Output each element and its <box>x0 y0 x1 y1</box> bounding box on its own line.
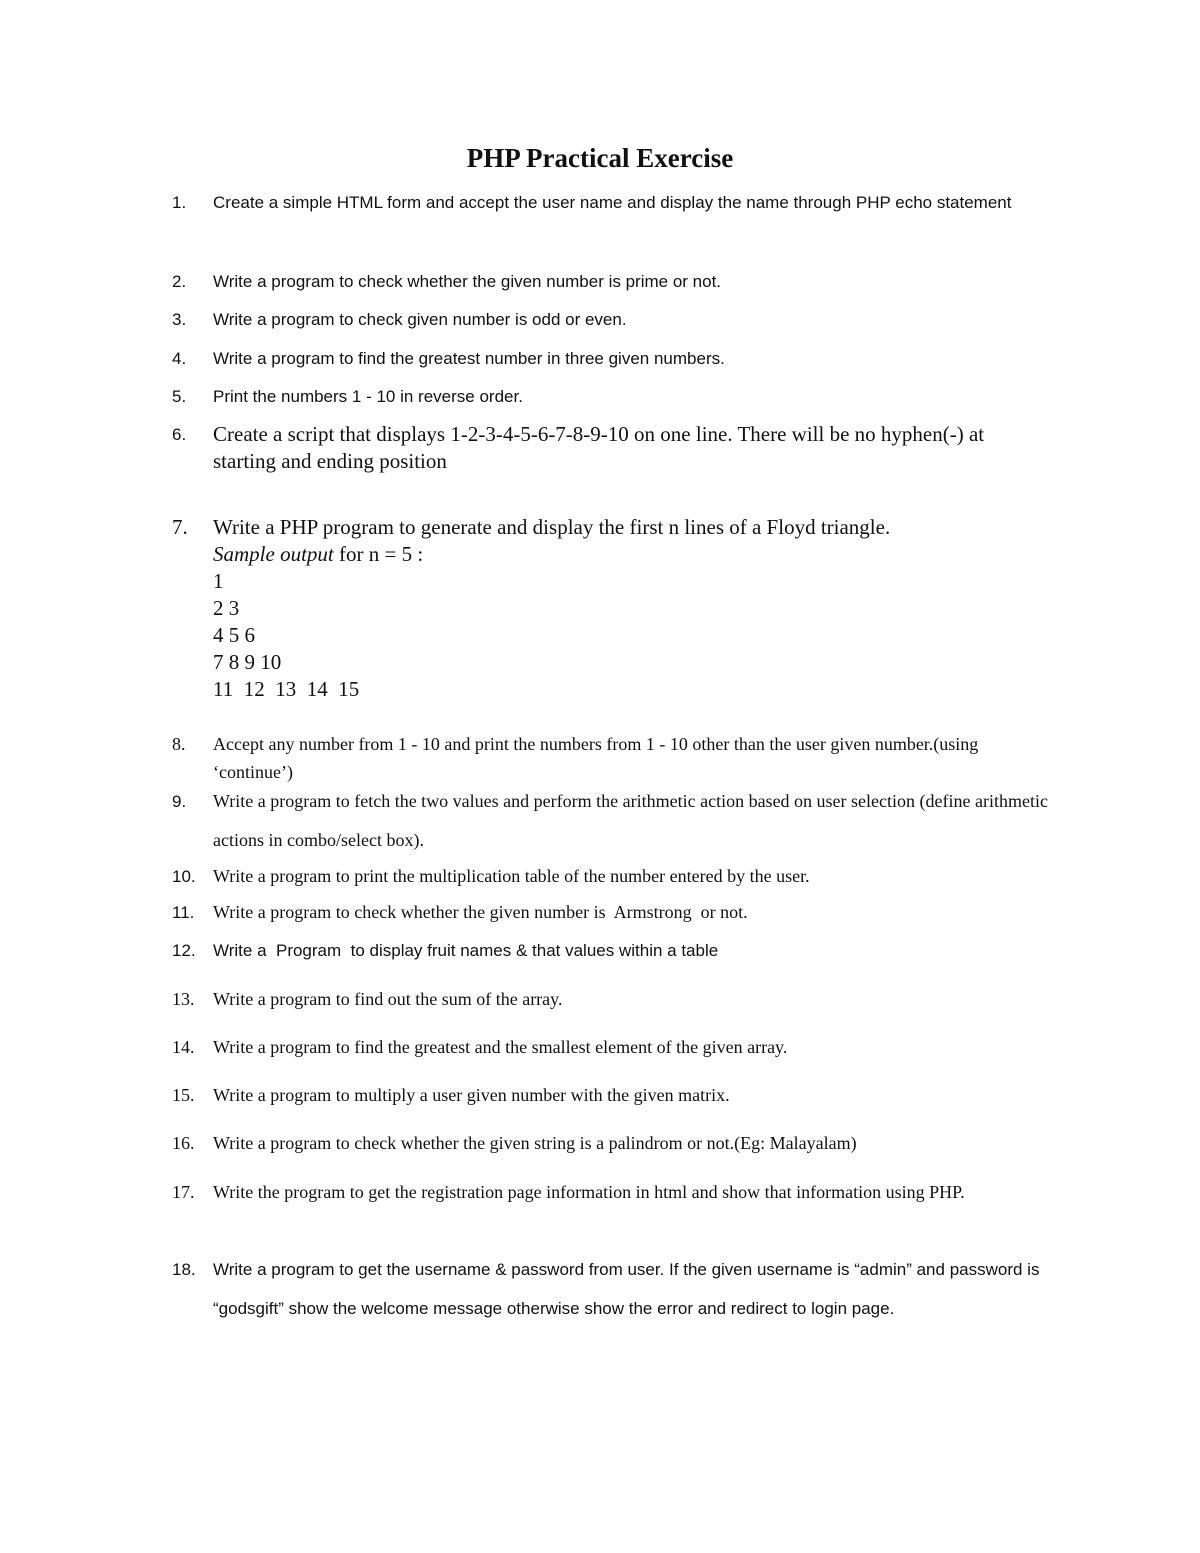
item-number: 10. <box>172 867 196 886</box>
item-text: Write a program to find the greatest and the smallest element of the given array. <box>213 1037 788 1057</box>
item-number: 3. <box>172 310 187 329</box>
item-number: 6. <box>172 425 187 444</box>
item-number: 17. <box>172 1182 195 1202</box>
item-number: 5. <box>172 387 187 406</box>
item-number: 16. <box>172 1133 195 1153</box>
list-item <box>172 782 1072 860</box>
item-text: Write a program to check whether the given number is prime or not. <box>213 272 722 291</box>
list-item <box>172 730 1072 786</box>
item-number: 12. <box>172 941 196 960</box>
list-item <box>172 1178 1072 1234</box>
item-number: 14. <box>172 1037 195 1057</box>
list-item <box>172 300 1072 340</box>
item-text: Write a PHP program to generate and display the first n lines of a Floyd triangle. <box>213 515 891 539</box>
item-number: 1. <box>172 193 187 212</box>
list-item <box>172 893 1072 933</box>
sample-output-label: Sample output <box>213 542 334 566</box>
item-text: Write a program to fetch the two values and perform the arithmetic action based on user selection (define arithmetic actions in combo/select box). <box>213 791 1048 850</box>
item-text: Write the program to get the registration page information in html and show that information using PHP. <box>213 1182 965 1202</box>
list-item <box>172 377 1072 417</box>
item-text: Create a simple HTML form and accept the user name and display the name through PHP echo statement <box>213 193 1012 212</box>
item-text: Write a program to check whether the given string is a palindrom or not.(Eg: Malayalam) <box>213 1133 857 1153</box>
item-text: Write a program to check whether the given number is Armstrong or not. <box>213 902 748 922</box>
sample-line: 11 12 13 14 15 <box>213 677 360 701</box>
item-text: Write a program to find out the sum of the array. <box>213 989 563 1009</box>
sample-line: 1 <box>213 569 224 593</box>
item-number: 7. <box>172 515 188 539</box>
item-number: 4. <box>172 349 187 368</box>
item-number: 13. <box>172 989 195 1009</box>
list-item <box>172 514 1072 542</box>
list-item <box>172 1028 1072 1068</box>
item-number: 15. <box>172 1085 195 1105</box>
item-text: Write a program to find the greatest number in three given numbers. <box>213 349 725 368</box>
list-item <box>172 1124 1072 1164</box>
list-item <box>172 339 1072 379</box>
sample-output-heading <box>213 541 423 568</box>
list-item <box>172 421 1072 477</box>
list-item <box>172 262 1072 302</box>
item-number: 18. <box>172 1260 196 1279</box>
item-text: Write a program to multiply a user given number with the given matrix. <box>213 1085 730 1105</box>
item-text: Write a Program to display fruit names & that values within a table <box>213 941 719 960</box>
item-text: Write a program to get the username & password from user. If the given username is “admin” and password is “godsgift” show the welcome message otherwise show the error and redirect to login page. <box>213 1260 1040 1318</box>
item-text: Write a program to print the multiplication table of the number entered by the user. <box>213 866 810 886</box>
sample-line: 7 8 9 10 <box>213 650 282 674</box>
item-number: 9. <box>172 792 187 811</box>
list-item <box>172 980 1072 1020</box>
sample-line: 4 5 6 <box>213 623 255 647</box>
list-item <box>172 857 1072 897</box>
item-text: Print the numbers 1 - 10 in reverse order. <box>213 387 523 406</box>
item-text: Accept any number from 1 - 10 and print the numbers from 1 - 10 other than the user given number.(using ‘continue’) <box>213 734 979 782</box>
item-number: 8. <box>172 734 186 754</box>
list-item <box>172 931 1072 971</box>
item-number: 11. <box>172 903 195 922</box>
item-text: Create a script that displays 1-2-3-4-5-6-7-8-9-10 on one line. There will be no hyphen(-) at starting and ending position <box>213 422 985 473</box>
sample-output-condition: for n = 5 : <box>333 542 424 566</box>
list-item <box>172 1076 1072 1116</box>
item-number: 2. <box>172 272 187 291</box>
list-item <box>172 183 1072 263</box>
item-text: Write a program to check given number is odd or even. <box>213 310 627 329</box>
sample-line: 2 3 <box>213 596 240 620</box>
list-item <box>172 1250 1072 1368</box>
page-title: PHP Practical Exercise <box>466 143 734 173</box>
